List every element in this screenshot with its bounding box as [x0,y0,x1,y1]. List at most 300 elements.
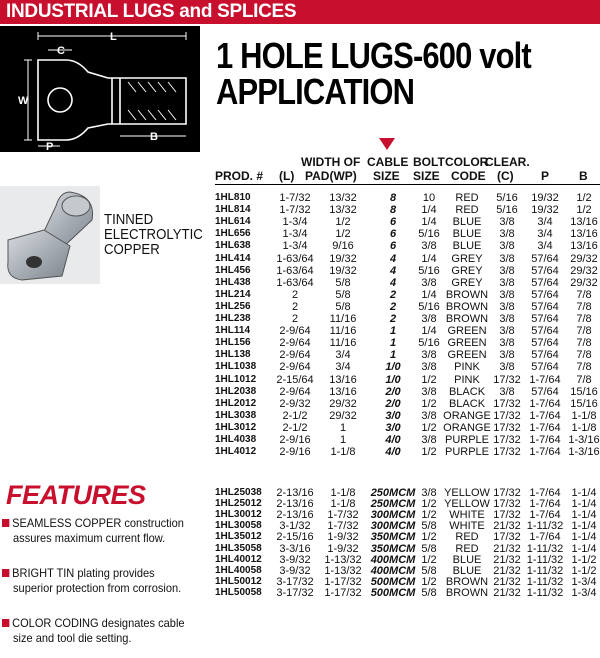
cell-bolt-size: 1/4 [421,325,437,338]
cell-cable-size: 4 [389,276,397,289]
cell-bolt-size: 5/8 [421,520,437,533]
cell-length: 1-7/32 [279,192,311,204]
cell-dim-b: 1-3/4 [571,575,597,588]
feature-line-2: assures maximum current flow. [13,531,166,545]
cell-pad-width: 1 [339,421,347,434]
cell-pad-width: 1-1/8 [330,487,356,499]
cell-color-code: WHITE [449,520,485,533]
cell-length: 3-9/32 [279,553,311,566]
cell-dim-b: 7/8 [576,337,592,350]
banner-title: INDUSTRIAL LUGS and SPLICES [6,1,297,22]
cell-cable-size: 6 [389,216,397,229]
cell-bolt-size: 10 [422,192,436,204]
cell-clearance-c: 17/32 [493,434,521,446]
cell-cable-size: 250MCM [370,487,416,499]
cell-pad-width: 1-17/32 [324,586,362,599]
caption-line-1: TINNED [104,211,154,228]
cell-dim-b: 1-1/4 [571,542,597,555]
cell-cable-size: 6 [389,228,397,241]
dim-label-b: B [150,131,158,143]
cell-pad-width: 29/32 [329,409,357,422]
table-row [215,398,600,410]
table-row [215,240,600,252]
cell-length: 2-13/16 [276,498,314,511]
cell-cable-size: 1/0 [385,361,401,374]
cell-bolt-size: 5/8 [421,542,437,555]
cell-length: 3-17/32 [276,586,314,599]
table-row [215,216,600,228]
cell-prod-number: 1HL35058 [215,542,262,554]
cell-dim-p: 1-11/32 [526,586,564,599]
cell-length: 2-1/2 [282,421,308,434]
cell-prod-number: 1HL810 [215,192,251,203]
cell-bolt-size: 1/2 [421,397,437,410]
feature-item [2,516,184,546]
section-banner [0,0,600,24]
cell-dim-b: 1-3/16 [568,446,600,459]
cell-cable-size: 400MCM [370,553,416,566]
cell-clearance-c: 3/8 [499,361,515,374]
cell-prod-number: 1HL638 [215,240,251,252]
cell-length: 2-9/64 [279,325,311,338]
cell-clearance-c: 21/32 [493,586,521,599]
table-row [215,204,600,216]
cell-prod-number: 1HL114 [215,325,251,337]
cell-pad-width: 19/32 [329,252,357,265]
cell-pad-width: 3/4 [335,361,351,374]
cell-cable-size: 500MCM [370,586,416,599]
cell-clearance-c: 3/8 [499,276,515,289]
cell-dim-p: 1-7/64 [529,409,561,422]
cell-dim-p: 3/4 [537,240,553,253]
cell-bolt-size: 1/2 [421,446,437,459]
cell-dim-p: 1-7/64 [529,531,561,544]
cell-cable-size: 8 [389,192,397,204]
table-row [215,422,600,434]
cell-pad-width: 1-9/32 [327,531,359,544]
cell-prod-number: 1HL25038 [215,487,262,498]
header-clear: CLEAR. [485,155,530,169]
cell-dim-b: 15/16 [570,397,598,410]
cell-bolt-size: 1/2 [421,498,437,511]
cell-clearance-c: 3/8 [499,264,515,277]
cell-dim-p: 57/64 [531,313,559,325]
cell-bolt-size: 1/2 [421,421,437,434]
cell-length: 3-9/32 [279,564,311,577]
cell-dim-p: 57/64 [531,337,559,350]
cell-dim-p: 1-7/64 [529,509,561,522]
cell-length: 2-9/16 [279,434,311,446]
lug-photo [0,186,100,284]
cell-cable-size: 4 [389,252,397,265]
cell-prod-number: 1HL656 [215,228,251,240]
cell-bolt-size: 5/8 [421,564,437,577]
cell-dim-b: 7/8 [576,313,592,325]
cell-dim-p: 1-7/64 [529,421,561,434]
cell-color-code: BLUE [452,240,482,253]
title-line-2: APPLICATION [216,71,415,112]
cell-pad-width: 1-17/32 [324,575,362,588]
cell-cable-size: 300MCM [370,509,416,522]
feature-line-1: COLOR CODING designates cable [12,616,185,630]
cell-bolt-size: 1/4 [421,288,437,301]
table-row [215,446,600,458]
cell-clearance-c: 3/8 [499,240,515,253]
cell-clearance-c: 3/8 [499,313,515,325]
cell-dim-b: 7/8 [576,325,592,338]
cell-dim-p: 57/64 [531,300,559,313]
cell-cable-size: 4/0 [385,446,401,459]
cell-pad-width: 1 [339,434,347,446]
cell-dim-p: 3/4 [537,216,553,229]
cell-cable-size: 4 [389,264,397,277]
cell-cable-size: 500MCM [370,575,416,588]
cell-dim-b: 7/8 [576,361,592,374]
page-title [216,35,531,112]
cell-dim-p: 1-7/64 [529,487,561,499]
cell-dim-p: 19/32 [531,204,559,217]
cell-color-code: PINK [454,361,480,374]
cell-prod-number: 1HL256 [215,300,251,312]
cell-bolt-size: 1/2 [421,553,437,566]
cell-dim-p: 1-11/32 [526,542,564,555]
cell-dim-b: 1/2 [576,192,592,204]
cell-pad-width: 1/2 [335,228,351,241]
cell-dim-p: 57/64 [531,276,559,289]
cell-dim-b: 13/16 [570,228,598,241]
header-cable: CABLE [367,155,409,169]
cell-prod-number: 1HL40058 [215,564,262,576]
cell-length: 2-15/16 [276,531,314,544]
cell-bolt-size: 3/8 [421,361,437,374]
cell-length: 2-13/16 [276,509,314,522]
cell-clearance-c: 17/32 [493,421,521,434]
cell-length: 1-7/32 [279,204,311,217]
cell-dim-p: 57/64 [531,349,559,362]
cell-length: 2-9/64 [279,349,311,362]
cell-cable-size: 1 [389,337,397,350]
cell-prod-number: 1HL35012 [215,531,262,543]
cell-length: 1-3/4 [282,216,308,229]
cell-dim-p: 57/64 [531,325,559,338]
cell-clearance-c: 17/32 [493,509,521,522]
cell-prod-number: 1HL30058 [215,520,262,532]
cell-pad-width: 1-7/32 [327,509,359,522]
cell-clearance-c: 17/32 [493,487,521,499]
cell-dim-b: 13/16 [570,240,598,253]
table-row [215,265,600,277]
cell-dim-p: 1-7/64 [529,434,561,446]
feature-item [2,616,185,646]
cell-dim-b: 1-1/2 [571,564,597,577]
cell-cable-size: 8 [389,204,397,217]
cell-bolt-size: 3/8 [421,240,437,253]
cell-clearance-c: 3/8 [499,216,515,229]
table-row [215,277,600,289]
cell-clearance-c: 5/16 [496,192,518,204]
cell-bolt-size: 1/4 [421,252,437,265]
cell-length: 2-9/64 [279,361,311,374]
cell-cable-size: 350MCM [370,531,416,544]
cell-bolt-size: 3/8 [421,385,437,398]
cell-color-code: GREY [451,252,483,265]
cell-prod-number: 1HL3012 [215,421,257,433]
cell-cable-size: 350MCM [370,542,416,555]
cell-length: 2-13/16 [276,487,314,499]
cell-dim-p: 57/64 [531,264,559,277]
cell-bolt-size: 5/16 [418,300,440,313]
cell-pad-width: 5/8 [335,276,351,289]
cell-prod-number: 1HL30012 [215,509,262,521]
cell-clearance-c: 5/16 [496,204,518,217]
header-size: SIZE [373,169,400,183]
cell-clearance-c: 17/32 [493,373,521,386]
cell-dim-p: 1-7/64 [529,397,561,410]
cell-pad-width: 5/8 [335,288,351,301]
cell-length: 2-9/32 [279,397,311,410]
cell-bolt-size: 5/16 [418,337,440,350]
cell-dim-b: 1-3/16 [568,434,600,446]
cell-clearance-c: 17/32 [493,409,521,422]
cell-dim-p: 57/64 [531,385,559,398]
cell-cable-size: 2/0 [385,385,401,398]
cell-clearance-c: 21/32 [493,553,521,566]
cell-clearance-c: 17/32 [493,446,521,459]
cell-prod-number: 1HL238 [215,313,251,324]
cell-pad-width: 29/32 [329,397,357,410]
cell-color-code: BROWN [445,586,489,599]
cell-clearance-c: 3/8 [499,325,515,338]
cell-pad-width: 11/16 [329,337,357,350]
cell-bolt-size: 3/8 [421,487,437,499]
cell-prod-number: 1HL156 [215,337,251,349]
header-pad: PAD(WP) [305,169,357,183]
cell-prod-number: 1HL50058 [215,586,262,598]
cell-bolt-size: 1/2 [421,575,437,588]
header-b: B [579,169,588,183]
cell-prod-number: 1HL4038 [215,434,257,445]
cell-color-code: PURPLE [444,446,490,459]
cell-prod-number: 1HL214 [215,288,251,300]
cell-color-code: GREEN [447,349,487,362]
cell-clearance-c: 21/32 [493,575,521,588]
cell-prod-number: 1HL614 [215,216,251,228]
table-row [215,374,600,386]
header-prod: PROD. # [215,169,264,183]
cell-clearance-c: 3/8 [499,349,515,362]
cell-dim-p: 57/64 [531,252,559,265]
cell-color-code: GREEN [447,337,487,350]
cell-dim-p: 1-7/64 [529,446,561,459]
cell-pad-width: 1-13/32 [324,553,362,566]
dim-label-w: W [18,95,29,107]
cell-length: 3-1/32 [279,520,311,533]
header-code: CODE [451,169,486,183]
cell-dim-p: 3/4 [537,228,553,241]
cell-dim-p: 19/32 [531,192,559,204]
caption-line-3: COPPER [104,241,160,258]
header-p: P [541,169,550,183]
cell-bolt-size: 5/16 [418,264,440,277]
table-row [215,253,600,265]
cell-cable-size: 3/0 [385,409,401,422]
dim-label-p: P [46,141,54,152]
cell-pad-width: 9/16 [332,240,354,253]
cell-clearance-c: 3/8 [499,288,515,301]
cell-dim-b: 7/8 [576,373,592,386]
cell-bolt-size: 1/2 [421,531,437,544]
cell-dim-b: 7/8 [576,300,592,313]
header-width-of: WIDTH OF [301,155,361,169]
cell-clearance-c: 3/8 [499,385,515,398]
cell-length: 1-3/4 [282,240,308,253]
header-divider [215,184,600,185]
cell-clearance-c: 3/8 [499,252,515,265]
cell-color-code: GREY [451,276,483,289]
cell-clearance-c: 17/32 [493,531,521,544]
cell-color-code: BLUE [452,553,482,566]
cell-bolt-size: 5/16 [418,228,440,241]
cell-cable-size: 2/0 [385,397,401,410]
cell-color-code: PURPLE [444,434,490,446]
dim-label-c: C [57,45,65,57]
cell-color-code: PINK [454,373,480,386]
cell-color-code: BROWN [445,575,489,588]
cell-prod-number: 1HL3038 [215,409,257,421]
lug-dimension-diagram [0,26,200,152]
cell-pad-width: 5/8 [335,300,351,313]
header-bolt: BOLT [413,155,445,169]
cell-bolt-size: 5/8 [421,586,437,599]
cell-length: 2-1/2 [282,409,308,422]
cell-pad-width: 11/16 [329,313,357,325]
cell-clearance-c: 3/8 [499,300,515,313]
cell-prod-number: 1HL2012 [215,397,257,409]
dim-label-l: L [110,31,117,43]
cell-prod-number: 1HL814 [215,204,251,216]
header-c: (C) [497,169,514,183]
feature-line-1: SEAMLESS COPPER construction [12,516,184,530]
cell-prod-number: 1HL2038 [215,385,257,397]
feature-line-1: BRIGHT TIN plating provides [12,566,155,580]
cell-dim-b: 1-1/2 [571,553,597,566]
header-bolt-size: SIZE [413,169,440,183]
cell-color-code: BLUE [452,564,482,577]
cell-color-code: BROWN [445,313,489,325]
cell-dim-b: 15/16 [570,385,598,398]
table-row [215,587,600,599]
cell-pad-width: 1-1/8 [330,446,356,459]
cell-length: 3-3/16 [279,542,311,555]
cell-dim-b: 1-1/4 [571,531,597,544]
cell-length: 1-63/64 [276,264,314,277]
cell-length: 2-15/64 [276,373,314,386]
cell-cable-size: 6 [389,240,397,253]
material-caption [104,212,203,257]
cell-color-code: BLACK [448,397,486,410]
cell-cable-size: 1/0 [385,373,401,386]
cell-color-code: YELLOW [444,498,490,511]
cell-clearance-c: 21/32 [493,520,521,533]
cell-color-code: GREY [451,264,483,277]
cell-color-code: RED [455,542,479,555]
cable-size-arrow-icon [379,138,395,150]
cell-pad-width: 1/2 [335,216,351,229]
header-color: COLOR [445,155,489,169]
cell-bolt-size: 3/8 [421,434,437,446]
cell-prod-number: 1HL1038 [215,361,257,373]
table-row [215,228,600,240]
cell-clearance-c: 3/8 [499,337,515,350]
cell-cable-size: 2 [389,313,397,325]
features-title: FEATURES [6,480,146,510]
cell-pad-width: 1-7/32 [327,520,359,533]
cell-pad-width: 13/16 [329,385,357,398]
cell-dim-b: 29/32 [570,276,598,289]
cell-dim-p: 1-11/32 [526,520,564,533]
cell-color-code: ORANGE [443,409,491,422]
feature-line-2: size and tool die setting. [13,631,132,645]
cell-bolt-size: 1/2 [421,509,437,522]
cell-cable-size: 3/0 [385,421,401,434]
bullet-square-icon [2,569,9,577]
cell-dim-b: 1-1/4 [571,520,597,533]
cell-pad-width: 13/16 [329,373,357,386]
cell-dim-b: 1-1/4 [571,498,597,511]
cell-dim-p: 1-11/32 [526,575,564,588]
cell-length: 2-9/64 [279,385,311,398]
cell-length: 1-3/4 [282,228,308,241]
cell-color-code: RED [455,192,479,204]
feature-line-2: superior protection from corrosion. [13,581,182,595]
cell-length: 1-63/64 [276,276,314,289]
cell-color-code: BLUE [452,216,482,229]
table-row [215,313,600,325]
cell-color-code: BROWN [445,300,489,313]
table-row [215,325,600,337]
cell-pad-width: 1-13/32 [324,564,362,577]
cell-prod-number: 1HL1012 [215,373,257,385]
cell-color-code: WHITE [449,509,485,522]
cell-pad-width: 13/32 [329,192,357,204]
cell-length: 2-9/64 [279,337,311,350]
table-row [215,289,600,301]
cell-cable-size: 1 [389,349,397,362]
cell-length: 2 [291,313,299,325]
cell-cable-size: 2 [389,288,397,301]
cell-dim-b: 13/16 [570,216,598,229]
cell-dim-b: 1/2 [576,204,592,217]
cell-color-code: BLACK [448,385,486,398]
cell-color-code: RED [455,531,479,544]
table-row [215,434,600,446]
cell-prod-number: 1HL456 [215,264,251,276]
cell-bolt-size: 3/8 [421,313,437,325]
cell-prod-number: 1HL414 [215,252,251,264]
cell-cable-size: 1 [389,325,397,338]
cell-length: 1-63/64 [276,252,314,265]
feature-item [2,566,181,596]
cell-bolt-size: 1/2 [421,373,437,386]
bullet-square-icon [2,519,9,527]
cell-color-code: RED [455,204,479,217]
table-row [215,361,600,373]
cell-bolt-size: 1/4 [421,204,437,217]
table-row [215,192,600,204]
cell-dim-p: 1-11/32 [526,553,564,566]
cell-dim-b: 1-1/8 [571,409,597,422]
cell-bolt-size: 3/8 [421,276,437,289]
